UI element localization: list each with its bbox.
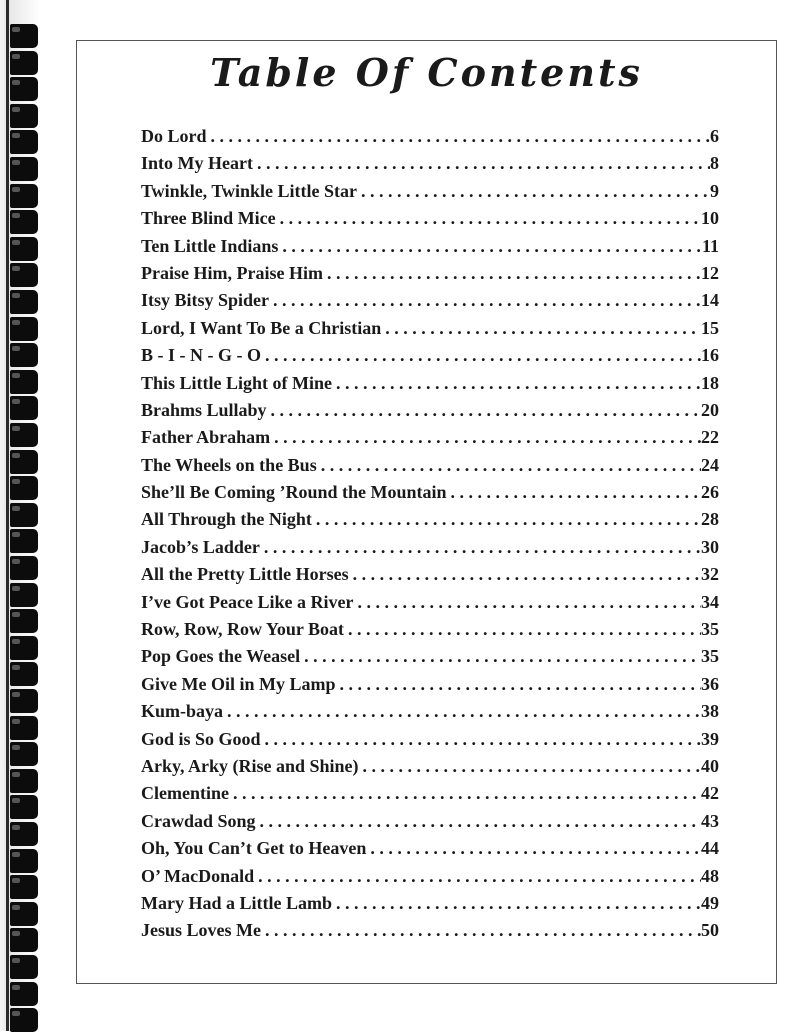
toc-entry bbox=[141, 866, 719, 893]
toc-leader-dots bbox=[271, 400, 701, 421]
toc-song-title: O’ MacDonald bbox=[141, 865, 255, 886]
toc-entry bbox=[141, 783, 719, 810]
toc-song-title: Give Me Oil in My Lamp bbox=[141, 673, 336, 694]
toc-page-number: 42 bbox=[701, 783, 719, 804]
toc-entry bbox=[141, 811, 719, 838]
toc-entry bbox=[141, 646, 719, 673]
toc-entry bbox=[141, 236, 719, 263]
toc-page-number: 43 bbox=[701, 810, 719, 831]
binding-ring bbox=[10, 290, 38, 314]
binding-ring bbox=[10, 902, 38, 926]
binding-ring bbox=[10, 317, 38, 341]
toc-leader-dots bbox=[363, 756, 701, 777]
toc-song-title: Praise Him, Praise Him bbox=[141, 262, 323, 283]
toc-page-number: 20 bbox=[701, 399, 719, 420]
toc-song-title: Into My Heart bbox=[141, 153, 253, 174]
toc-song-title: Father Abraham bbox=[141, 427, 271, 448]
toc-entry bbox=[141, 126, 719, 153]
binding-ring bbox=[10, 982, 38, 1006]
toc-leader-dots bbox=[353, 564, 701, 585]
toc-song-title: Arky, Arky (Rise and Shine) bbox=[141, 755, 359, 776]
toc-entry bbox=[141, 701, 719, 728]
toc-song-title: Pop Goes the Weasel bbox=[141, 646, 301, 667]
toc-entry bbox=[141, 427, 719, 454]
toc-page-number: 15 bbox=[701, 317, 719, 338]
toc-entry bbox=[141, 756, 719, 783]
toc-leader-dots bbox=[211, 126, 710, 147]
toc-song-title: I’ve Got Peace Like a River bbox=[141, 591, 354, 612]
toc-leader-dots bbox=[451, 482, 701, 503]
toc-leader-dots bbox=[336, 893, 701, 914]
binding-spine bbox=[6, 0, 9, 1031]
binding-ring bbox=[10, 476, 38, 500]
toc-leader-dots bbox=[321, 455, 701, 476]
toc-leader-dots bbox=[264, 537, 701, 558]
toc-page-number: 18 bbox=[701, 372, 719, 393]
binding-ring bbox=[10, 343, 38, 367]
binding-ring bbox=[10, 742, 38, 766]
toc-leader-dots bbox=[265, 729, 701, 750]
binding-ring bbox=[10, 130, 38, 154]
toc-entry bbox=[141, 290, 719, 317]
toc-leader-dots bbox=[233, 783, 701, 804]
binding-ring bbox=[10, 184, 38, 208]
toc-song-title: Itsy Bitsy Spider bbox=[141, 290, 270, 311]
toc-entry bbox=[141, 373, 719, 400]
toc-entry bbox=[141, 455, 719, 482]
binding-ring bbox=[10, 875, 38, 899]
binding-ring bbox=[10, 24, 38, 48]
toc-page-number: 14 bbox=[701, 290, 719, 311]
toc-leader-dots bbox=[257, 153, 710, 174]
binding-ring bbox=[10, 662, 38, 686]
toc-page-number: 16 bbox=[701, 345, 719, 366]
toc-page-number: 48 bbox=[701, 865, 719, 886]
toc-entry bbox=[141, 153, 719, 180]
toc-entry bbox=[141, 619, 719, 646]
toc-entry bbox=[141, 537, 719, 564]
binding-ring bbox=[10, 955, 38, 979]
toc-page-number: 8 bbox=[710, 153, 719, 174]
toc-entry bbox=[141, 482, 719, 509]
binding-ring bbox=[10, 450, 38, 474]
toc-entry bbox=[141, 920, 719, 947]
toc-leader-dots bbox=[258, 866, 701, 887]
toc-song-title: Jesus Loves Me bbox=[141, 920, 261, 941]
toc-page-number: 26 bbox=[701, 482, 719, 503]
toc-entry bbox=[141, 674, 719, 701]
toc-leader-dots bbox=[316, 509, 701, 530]
toc-page-number: 11 bbox=[701, 235, 719, 256]
binding-ring bbox=[10, 503, 38, 527]
toc-song-title: Oh, You Can’t Get to Heaven bbox=[141, 838, 367, 859]
toc-page-number: 50 bbox=[701, 920, 719, 941]
toc-entry bbox=[141, 509, 719, 536]
toc-entry bbox=[141, 838, 719, 865]
toc-leader-dots bbox=[265, 345, 701, 366]
toc-leader-dots bbox=[227, 701, 701, 722]
binding-ring bbox=[10, 583, 38, 607]
toc-page-number: 10 bbox=[701, 208, 719, 229]
binding-ring bbox=[10, 77, 38, 101]
toc-page-number: 28 bbox=[701, 509, 719, 530]
toc-song-title: Lord, I Want To Be a Christian bbox=[141, 317, 382, 338]
toc-song-title: Ten Little Indians bbox=[141, 235, 279, 256]
toc-song-title: All the Pretty Little Horses bbox=[141, 564, 349, 585]
toc-entry bbox=[141, 893, 719, 920]
binding-ring bbox=[10, 636, 38, 660]
toc-leader-dots bbox=[282, 236, 702, 257]
binding-ring bbox=[10, 210, 38, 234]
binding-ring bbox=[10, 237, 38, 261]
binding-ring bbox=[10, 556, 38, 580]
spiral-binding bbox=[0, 0, 44, 1031]
toc-song-title: She’ll Be Coming ’Round the Mountain bbox=[141, 482, 447, 503]
toc-page-number: 39 bbox=[701, 728, 719, 749]
toc-entry bbox=[141, 400, 719, 427]
toc-song-title: Jacob’s Ladder bbox=[141, 536, 260, 557]
toc-leader-dots bbox=[361, 181, 710, 202]
toc-leader-dots bbox=[280, 208, 701, 229]
binding-ring bbox=[10, 104, 38, 128]
toc-page-number: 38 bbox=[701, 701, 719, 722]
toc-leader-dots bbox=[336, 373, 701, 394]
binding-ring bbox=[10, 822, 38, 846]
toc-page-number: 22 bbox=[701, 427, 719, 448]
binding-ring bbox=[10, 716, 38, 740]
binding-ring bbox=[10, 263, 38, 287]
binding-ring bbox=[10, 689, 38, 713]
toc-leader-dots bbox=[339, 674, 701, 695]
toc-song-title: God is So Good bbox=[141, 728, 261, 749]
toc-page-number: 36 bbox=[701, 673, 719, 694]
toc-page-number: 24 bbox=[701, 454, 719, 475]
toc-page-number: 40 bbox=[701, 755, 719, 776]
table-of-contents bbox=[141, 126, 719, 948]
binding-ring bbox=[10, 423, 38, 447]
page-title: Table Of Contents bbox=[210, 50, 643, 95]
binding-ring bbox=[10, 529, 38, 553]
toc-entry bbox=[141, 263, 719, 290]
toc-leader-dots bbox=[273, 290, 701, 311]
binding-ring bbox=[10, 795, 38, 819]
toc-page-number: 6 bbox=[710, 126, 719, 146]
toc-song-title: This Little Light of Mine bbox=[141, 372, 333, 393]
toc-entry bbox=[141, 729, 719, 756]
toc-song-title: B - I - N - G - O bbox=[141, 345, 261, 366]
toc-entry bbox=[141, 592, 719, 619]
toc-page-number: 12 bbox=[701, 262, 719, 283]
binding-ring bbox=[10, 370, 38, 394]
binding-ring bbox=[10, 51, 38, 75]
toc-entry bbox=[141, 181, 719, 208]
toc-leader-dots bbox=[370, 838, 701, 859]
toc-entry bbox=[141, 208, 719, 235]
toc-page-number: 49 bbox=[701, 892, 719, 913]
binding-ring bbox=[10, 769, 38, 793]
toc-song-title: Row, Row, Row Your Boat bbox=[141, 619, 345, 640]
binding-ring bbox=[10, 396, 38, 420]
toc-leader-dots bbox=[357, 592, 701, 613]
toc-song-title: Clementine bbox=[141, 783, 229, 804]
toc-song-title: Mary Had a Little Lamb bbox=[141, 892, 332, 913]
binding-ring bbox=[10, 1008, 38, 1032]
toc-song-title: Brahms Lullaby bbox=[141, 399, 267, 420]
toc-song-title: Crawdad Song bbox=[141, 810, 256, 831]
toc-song-title: Twinkle, Twinkle Little Star bbox=[141, 180, 358, 201]
toc-song-title: The Wheels on the Bus bbox=[141, 454, 317, 475]
toc-song-title: Kum-baya bbox=[141, 701, 224, 722]
toc-leader-dots bbox=[265, 920, 701, 941]
toc-song-title: Do Lord bbox=[141, 126, 207, 146]
toc-entry bbox=[141, 564, 719, 591]
toc-song-title: All Through the Night bbox=[141, 509, 312, 530]
toc-page-number: 9 bbox=[710, 180, 719, 201]
toc-leader-dots bbox=[304, 646, 701, 667]
toc-page-number: 32 bbox=[701, 564, 719, 585]
toc-page-number: 30 bbox=[701, 536, 719, 557]
toc-leader-dots bbox=[385, 318, 701, 339]
binding-ring bbox=[10, 928, 38, 952]
toc-song-title: Three Blind Mice bbox=[141, 208, 276, 229]
toc-page-number: 44 bbox=[701, 838, 719, 859]
toc-page-number: 34 bbox=[701, 591, 719, 612]
binding-ring bbox=[10, 157, 38, 181]
toc-entry bbox=[141, 318, 719, 345]
binding-ring bbox=[10, 849, 38, 873]
binding-ring bbox=[10, 609, 38, 633]
toc-leader-dots bbox=[260, 811, 701, 832]
toc-leader-dots bbox=[274, 427, 701, 448]
toc-leader-dots bbox=[327, 263, 701, 284]
toc-page-number: 35 bbox=[701, 646, 719, 667]
toc-page-number: 35 bbox=[701, 619, 719, 640]
toc-entry bbox=[141, 345, 719, 372]
toc-leader-dots bbox=[348, 619, 701, 640]
